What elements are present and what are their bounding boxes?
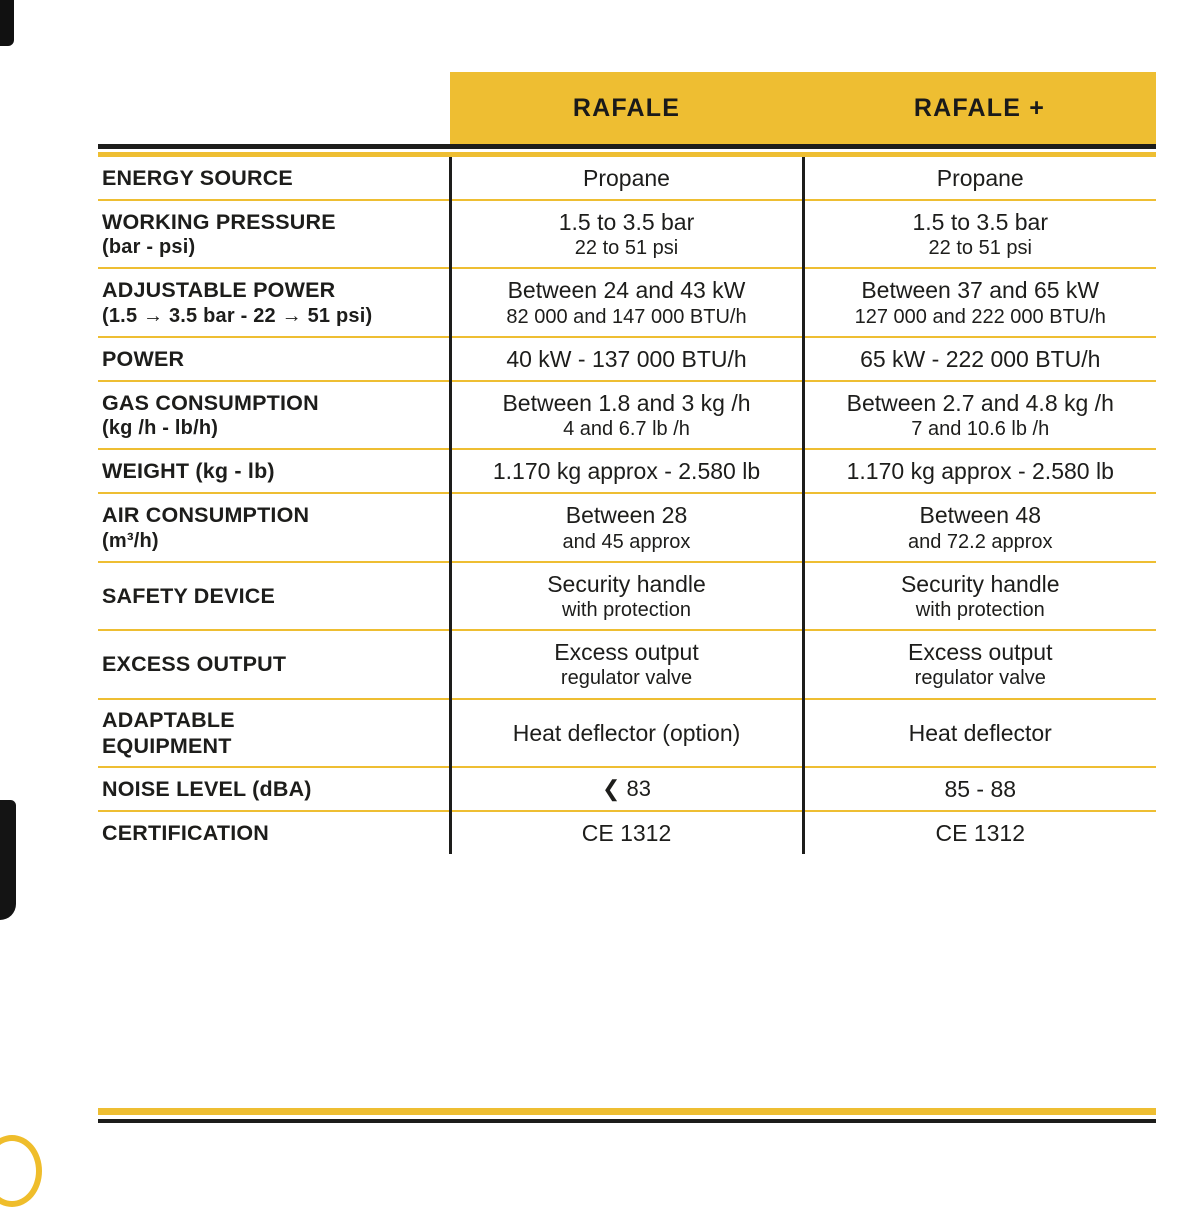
- row-value-rafale-main: 1.5 to 3.5 bar: [558, 209, 695, 236]
- row-label: [98, 268, 450, 336]
- row-label: [98, 699, 450, 767]
- header-col-rafale-plus-label: RAFALE +: [803, 72, 1156, 144]
- row-value-rafale-plus-main: Security handle: [900, 570, 1060, 597]
- row-value-rafale-plus: [803, 381, 1156, 449]
- table-row: [98, 157, 1156, 200]
- row-label-main: EXCESS OUTPUT: [102, 652, 287, 677]
- table-row: [98, 200, 1156, 268]
- row-value-rafale: [450, 337, 803, 381]
- row-label: [98, 449, 450, 493]
- row-value-rafale-plus-sub: 7 and 10.6 lb /h: [911, 418, 1050, 441]
- row-label: [98, 493, 450, 561]
- row-label-main: WEIGHT (kg - lb): [102, 459, 275, 484]
- row-label-main: ADAPTABLE: [102, 707, 235, 732]
- row-value-rafale-plus-main: 65 kW - 222 000 BTU/h: [860, 345, 1101, 372]
- table-row: [98, 811, 1156, 854]
- row-value-rafale: [450, 767, 803, 811]
- header-rule-cell: [98, 144, 1156, 157]
- row-value-rafale-plus-main: 1.5 to 3.5 bar: [912, 209, 1049, 236]
- row-value-rafale-plus-main: Between 48: [919, 502, 1041, 529]
- table-bottom-rules: [98, 1108, 1156, 1123]
- row-label: [98, 562, 450, 630]
- row-value-rafale-plus-main: 1.170 kg approx - 2.580 lb: [846, 458, 1114, 485]
- row-value-rafale-main: Between 28: [565, 502, 688, 529]
- table-row: [98, 493, 1156, 561]
- row-value-rafale-plus-main: Excess output: [908, 639, 1053, 666]
- row-label-sub: EQUIPMENT: [102, 733, 232, 758]
- row-label-main: CERTIFICATION: [102, 821, 270, 846]
- row-value-rafale-main: 1.170 kg approx - 2.580 lb: [492, 458, 761, 485]
- row-value-rafale-plus: [803, 630, 1156, 698]
- rule-black-bottom: [98, 1119, 1156, 1123]
- row-label-main: ENERGY SOURCE: [102, 165, 293, 190]
- row-value-rafale-main: Security handle: [547, 570, 706, 597]
- row-label: [98, 630, 450, 698]
- row-value-rafale: [450, 699, 803, 767]
- row-value-rafale: [450, 493, 803, 561]
- header-col-rafale-plus: [803, 72, 1156, 144]
- row-value-rafale-sub: 4 and 6.7 lb /h: [563, 418, 690, 441]
- table-row: [98, 767, 1156, 811]
- row-value-rafale-main: Heat deflector (option): [512, 719, 741, 746]
- row-value-rafale: [450, 381, 803, 449]
- header-col-rafale-label: RAFALE: [450, 72, 803, 144]
- row-value-rafale-plus: [803, 337, 1156, 381]
- row-value-rafale-main: ❮ 83: [601, 776, 652, 802]
- row-label: [98, 157, 450, 200]
- table-header: [98, 72, 1156, 157]
- row-label: [98, 381, 450, 449]
- row-value-rafale-plus: [803, 449, 1156, 493]
- row-value-rafale-sub: 22 to 51 psi: [574, 237, 679, 260]
- row-value-rafale-sub: 82 000 and 147 000 BTU/h: [506, 305, 747, 328]
- row-value-rafale-plus-sub: and 72.2 approx: [907, 530, 1053, 553]
- row-value-rafale: [450, 200, 803, 268]
- row-value-rafale-sub: regulator valve: [560, 667, 693, 690]
- row-label-main: SAFETY DEVICE: [102, 584, 276, 608]
- row-value-rafale-main: 40 kW - 137 000 BTU/h: [506, 345, 747, 372]
- table-row: [98, 630, 1156, 698]
- row-value-rafale-plus-sub: 22 to 51 psi: [928, 237, 1032, 260]
- row-value-rafale-plus: [803, 157, 1156, 200]
- table-row: [98, 562, 1156, 630]
- row-label-sub: (bar - psi): [102, 236, 196, 259]
- row-label-main: NOISE LEVEL (dBA): [102, 777, 312, 802]
- table-row: [98, 268, 1156, 336]
- table-row: [98, 699, 1156, 767]
- row-value-rafale: [450, 449, 803, 493]
- rule-yellow-bottom: [98, 1108, 1156, 1115]
- row-value-rafale-plus-main: Between 2.7 and 4.8 kg /h: [846, 389, 1114, 416]
- row-label: [98, 200, 450, 268]
- row-value-rafale: [450, 811, 803, 854]
- row-value-rafale-plus-main: 85 - 88: [944, 776, 1017, 803]
- header-rule-row: [98, 144, 1156, 157]
- row-value-rafale: [450, 268, 803, 336]
- row-value-rafale-plus-main: Between 37 and 65 kW: [861, 277, 1100, 304]
- row-label-sub: (m³/h): [102, 529, 159, 552]
- table-body: [98, 157, 1156, 854]
- row-label-main: ADJUSTABLE POWER: [102, 278, 336, 303]
- row-value-rafale-sub: with protection: [562, 598, 691, 621]
- row-label: [98, 811, 450, 854]
- row-label-main: GAS CONSUMPTION: [102, 390, 319, 415]
- row-value-rafale-main: Excess output: [554, 639, 699, 666]
- row-value-rafale-plus-sub: with protection: [915, 598, 1045, 621]
- row-value-rafale-main: CE 1312: [581, 820, 672, 847]
- row-value-rafale-plus: [803, 699, 1156, 767]
- row-value-rafale-main: Propane: [583, 165, 670, 191]
- row-value-rafale-plus: [803, 268, 1156, 336]
- row-value-rafale-plus: [803, 493, 1156, 561]
- specifications-table: [98, 72, 1156, 854]
- row-value-rafale-sub: and 45 approx: [562, 530, 691, 553]
- row-value-rafale-main: Between 24 and 43 kW: [507, 277, 746, 304]
- row-value-rafale-plus-main: Heat deflector: [908, 719, 1052, 746]
- row-value-rafale: [450, 562, 803, 630]
- header-col-rafale: [450, 72, 803, 144]
- table-row: [98, 381, 1156, 449]
- row-value-rafale-plus-main: Propane: [936, 165, 1024, 191]
- row-value-rafale-plus-sub: regulator valve: [914, 667, 1046, 690]
- row-value-rafale-plus: [803, 811, 1156, 854]
- table-row: [98, 337, 1156, 381]
- row-value-rafale-plus: [803, 200, 1156, 268]
- row-label: [98, 337, 450, 381]
- row-label-main: POWER: [102, 346, 185, 371]
- row-value-rafale: [450, 157, 803, 200]
- table-row: [98, 449, 1156, 493]
- header-empty-cell: [98, 72, 450, 144]
- row-value-rafale-plus: [803, 767, 1156, 811]
- row-label-main: WORKING PRESSURE: [102, 209, 336, 234]
- row-value-rafale: [450, 630, 803, 698]
- row-value-rafale-plus: [803, 562, 1156, 630]
- row-label-sub: (kg /h - lb/h): [102, 417, 219, 440]
- row-label: [98, 767, 450, 811]
- row-label-main: AIR CONSUMPTION: [102, 503, 310, 528]
- row-value-rafale-main: Between 1.8 and 3 kg /h: [502, 389, 751, 416]
- row-label-sub: (1.5 → 3.5 bar - 22 → 51 psi): [102, 304, 373, 327]
- row-value-rafale-plus-main: CE 1312: [935, 820, 1025, 847]
- row-value-rafale-plus-sub: 127 000 and 222 000 BTU/h: [854, 305, 1106, 328]
